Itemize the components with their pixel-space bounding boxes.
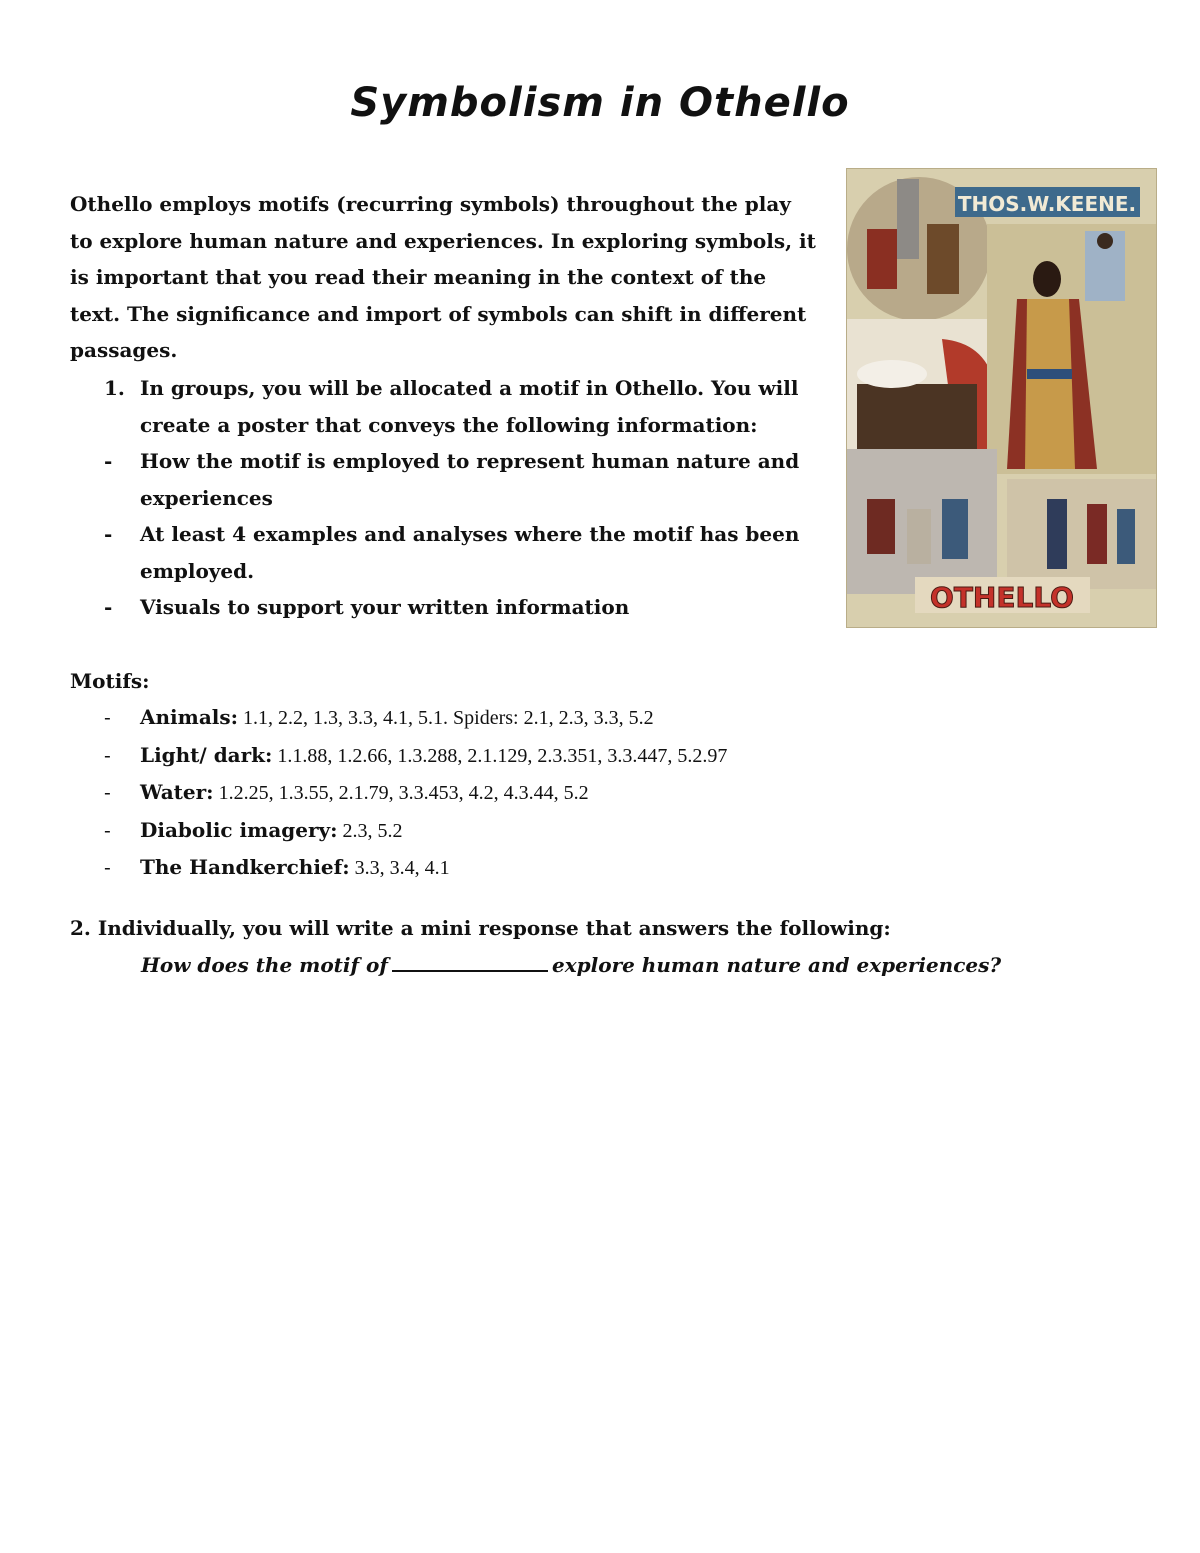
motif-label: Water:: [140, 780, 214, 804]
bullet-dash: -: [104, 595, 113, 619]
task-2-item: [70, 910, 1070, 947]
task-1-item: [70, 370, 830, 443]
motif-refs: 1.1, 2.2, 1.3, 3.3, 4.1, 5.1. Spiders: 2.1, 2.3, 3.3, 5.2: [238, 707, 654, 729]
question-before: How does the motif of: [141, 952, 389, 977]
bullet-dash: -: [104, 449, 113, 473]
task-1-bullet-text: How the motif is employed to represent human nature and experiences: [140, 449, 800, 510]
task-1-number: 1.: [104, 376, 125, 400]
task-1-section: [70, 370, 830, 626]
motif-item: [70, 737, 970, 775]
motif-refs: 3.3, 3.4, 4.1: [349, 857, 450, 879]
page-title: Symbolism in Othello: [350, 80, 850, 126]
bullet-dash: -: [104, 780, 111, 804]
motif-label: Diabolic imagery:: [140, 817, 338, 842]
poster-bottom-text: OTHELLO: [930, 581, 1074, 614]
motif-label: Light/ dark:: [140, 742, 273, 767]
task-2-section: [70, 910, 1070, 983]
task-1-bullet-text: Visuals to support your written information: [140, 595, 630, 619]
motif-item: [70, 812, 970, 850]
task-1-bullet-text: At least 4 examples and analyses where the motif has been employed.: [140, 522, 800, 583]
intro-paragraph: Othello employs motifs (recurring symbols) throughout the play to explore human nature and experiences. In exploring symbols, it is important that you read their meaning in the context of the text. The significance and import of symbols can shift in different passages.: [70, 192, 816, 362]
motif-refs: 1.2.25, 1.3.55, 2.1.79, 3.3.453, 4.2, 4.3.44, 5.2: [213, 782, 589, 804]
question-after: explore human nature and experiences?: [552, 952, 1002, 977]
task-1-bullet: [70, 516, 830, 589]
task-1-bullet: [70, 443, 830, 516]
motif-item: [70, 699, 970, 737]
motif-item: [70, 774, 970, 812]
task-2-text: Individually, you will write a mini response that answers the following:: [97, 916, 891, 940]
bullet-dash: -: [104, 522, 113, 546]
motif-label: The Handkerchief:: [140, 855, 350, 879]
motifs-heading: Motifs:: [70, 669, 150, 693]
motif-refs: 1.1.88, 1.2.66, 1.3.288, 2.1.129, 2.3.351, 3.3.447, 5.2.97: [272, 744, 728, 767]
task-1-bullet: [70, 589, 830, 626]
motif-item: [70, 849, 970, 887]
task-2-number: 2.: [70, 916, 91, 940]
poster-top-text: THOS.W.KEENE.: [957, 192, 1137, 216]
motif-refs: 2.3, 5.2: [337, 819, 403, 842]
motifs-list: [70, 699, 970, 887]
motif-label: Animals:: [140, 705, 239, 729]
bullet-dash: -: [104, 705, 111, 729]
bullet-dash: -: [104, 855, 111, 879]
fill-in-blank[interactable]: [392, 950, 548, 972]
task-1-text: In groups, you will be allocated a motif in Othello. You will create a poster that conveys the following information:: [140, 376, 799, 437]
task-2-question: [70, 947, 1070, 984]
othello-poster-image: [846, 168, 1157, 628]
bullet-dash: -: [104, 742, 111, 767]
bullet-dash: -: [104, 817, 111, 842]
